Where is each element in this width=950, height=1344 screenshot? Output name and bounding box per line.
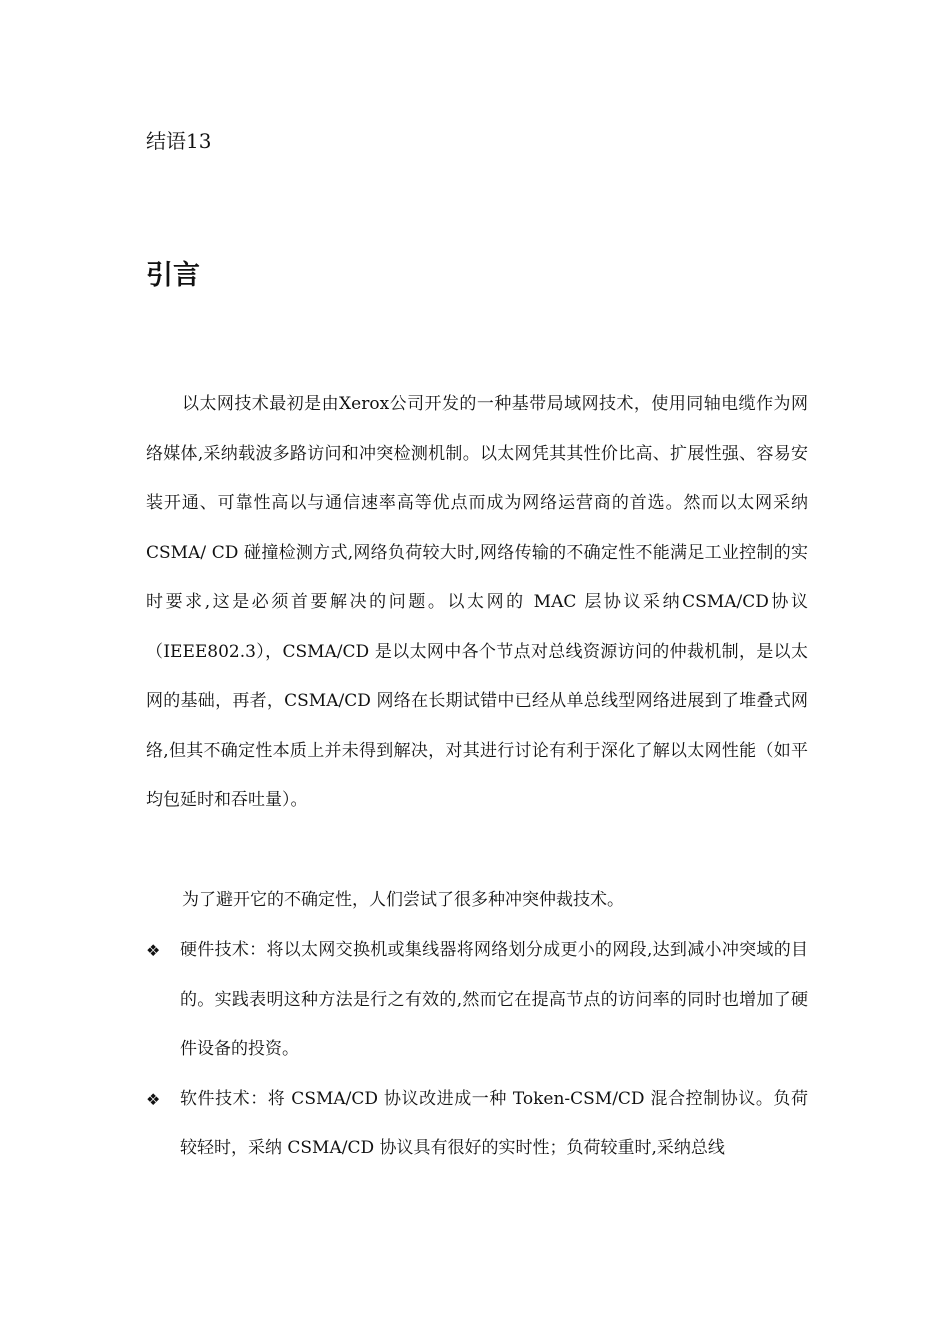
diamond-bullet-icon: ❖ xyxy=(146,941,161,960)
list-item-text: 软件技术：将 CSMA/CD 协议改进成一种 Token-CSM/CD 混合控制协议。负荷较轻时，采纳 CSMA/CD 协议具有很好的实时性；负荷较重时,采纳总线 xyxy=(180,1088,808,1158)
list-item-software xyxy=(146,1075,808,1174)
list-item-text: 硬件技术：将以太网交换机或集线器将网络划分成更小的网段,达到减小冲突域的目的。实践表明这种方法是行之有效的,然而它在提高节点的访问率的同时也增加了硬件设备的投资。 xyxy=(180,940,808,1059)
arbitration-paragraph: 为了避开它的不确定性，人们尝试了很多种冲突仲裁技术。 xyxy=(182,890,624,910)
toc-entry: 结语13 xyxy=(146,129,212,153)
technique-list xyxy=(146,926,808,1174)
intro-paragraph: 以太网技术最初是由Xerox公司开发的一种基带局域网技术，使用同轴电缆作为网络媒体,采纳载波多路访问和冲突检测机制。以太网凭其其性价比高、扩展性强、容易安装开通、可靠性高以与通信速率高等优点而成为网络运营商的首选。然而以太网采纳CSMA/ CD 碰撞检测方式,网络负荷较大时,网络传输的不确定性不能满足工业控制的实时要求,这是必须首要解决的问题。以太网的 MAC 层协议采纳CSMA/CD协议（IEEE802.3），CSMA/CD 是以太网中各个节点对总线资源访问的仲裁机制，是以太网的基础，再者，CSMA/CD 网络在长期试错中已经从单总线型网络进展到了堆叠式网络,但其不确定性本质上并未得到解决，对其进行讨论有利于深化了解以太网性能（如平均包延时和吞吐量）。 xyxy=(146,394,808,810)
section-title: 引言 xyxy=(146,260,200,291)
diamond-bullet-icon: ❖ xyxy=(146,1089,161,1109)
list-item-hardware xyxy=(146,926,808,1075)
